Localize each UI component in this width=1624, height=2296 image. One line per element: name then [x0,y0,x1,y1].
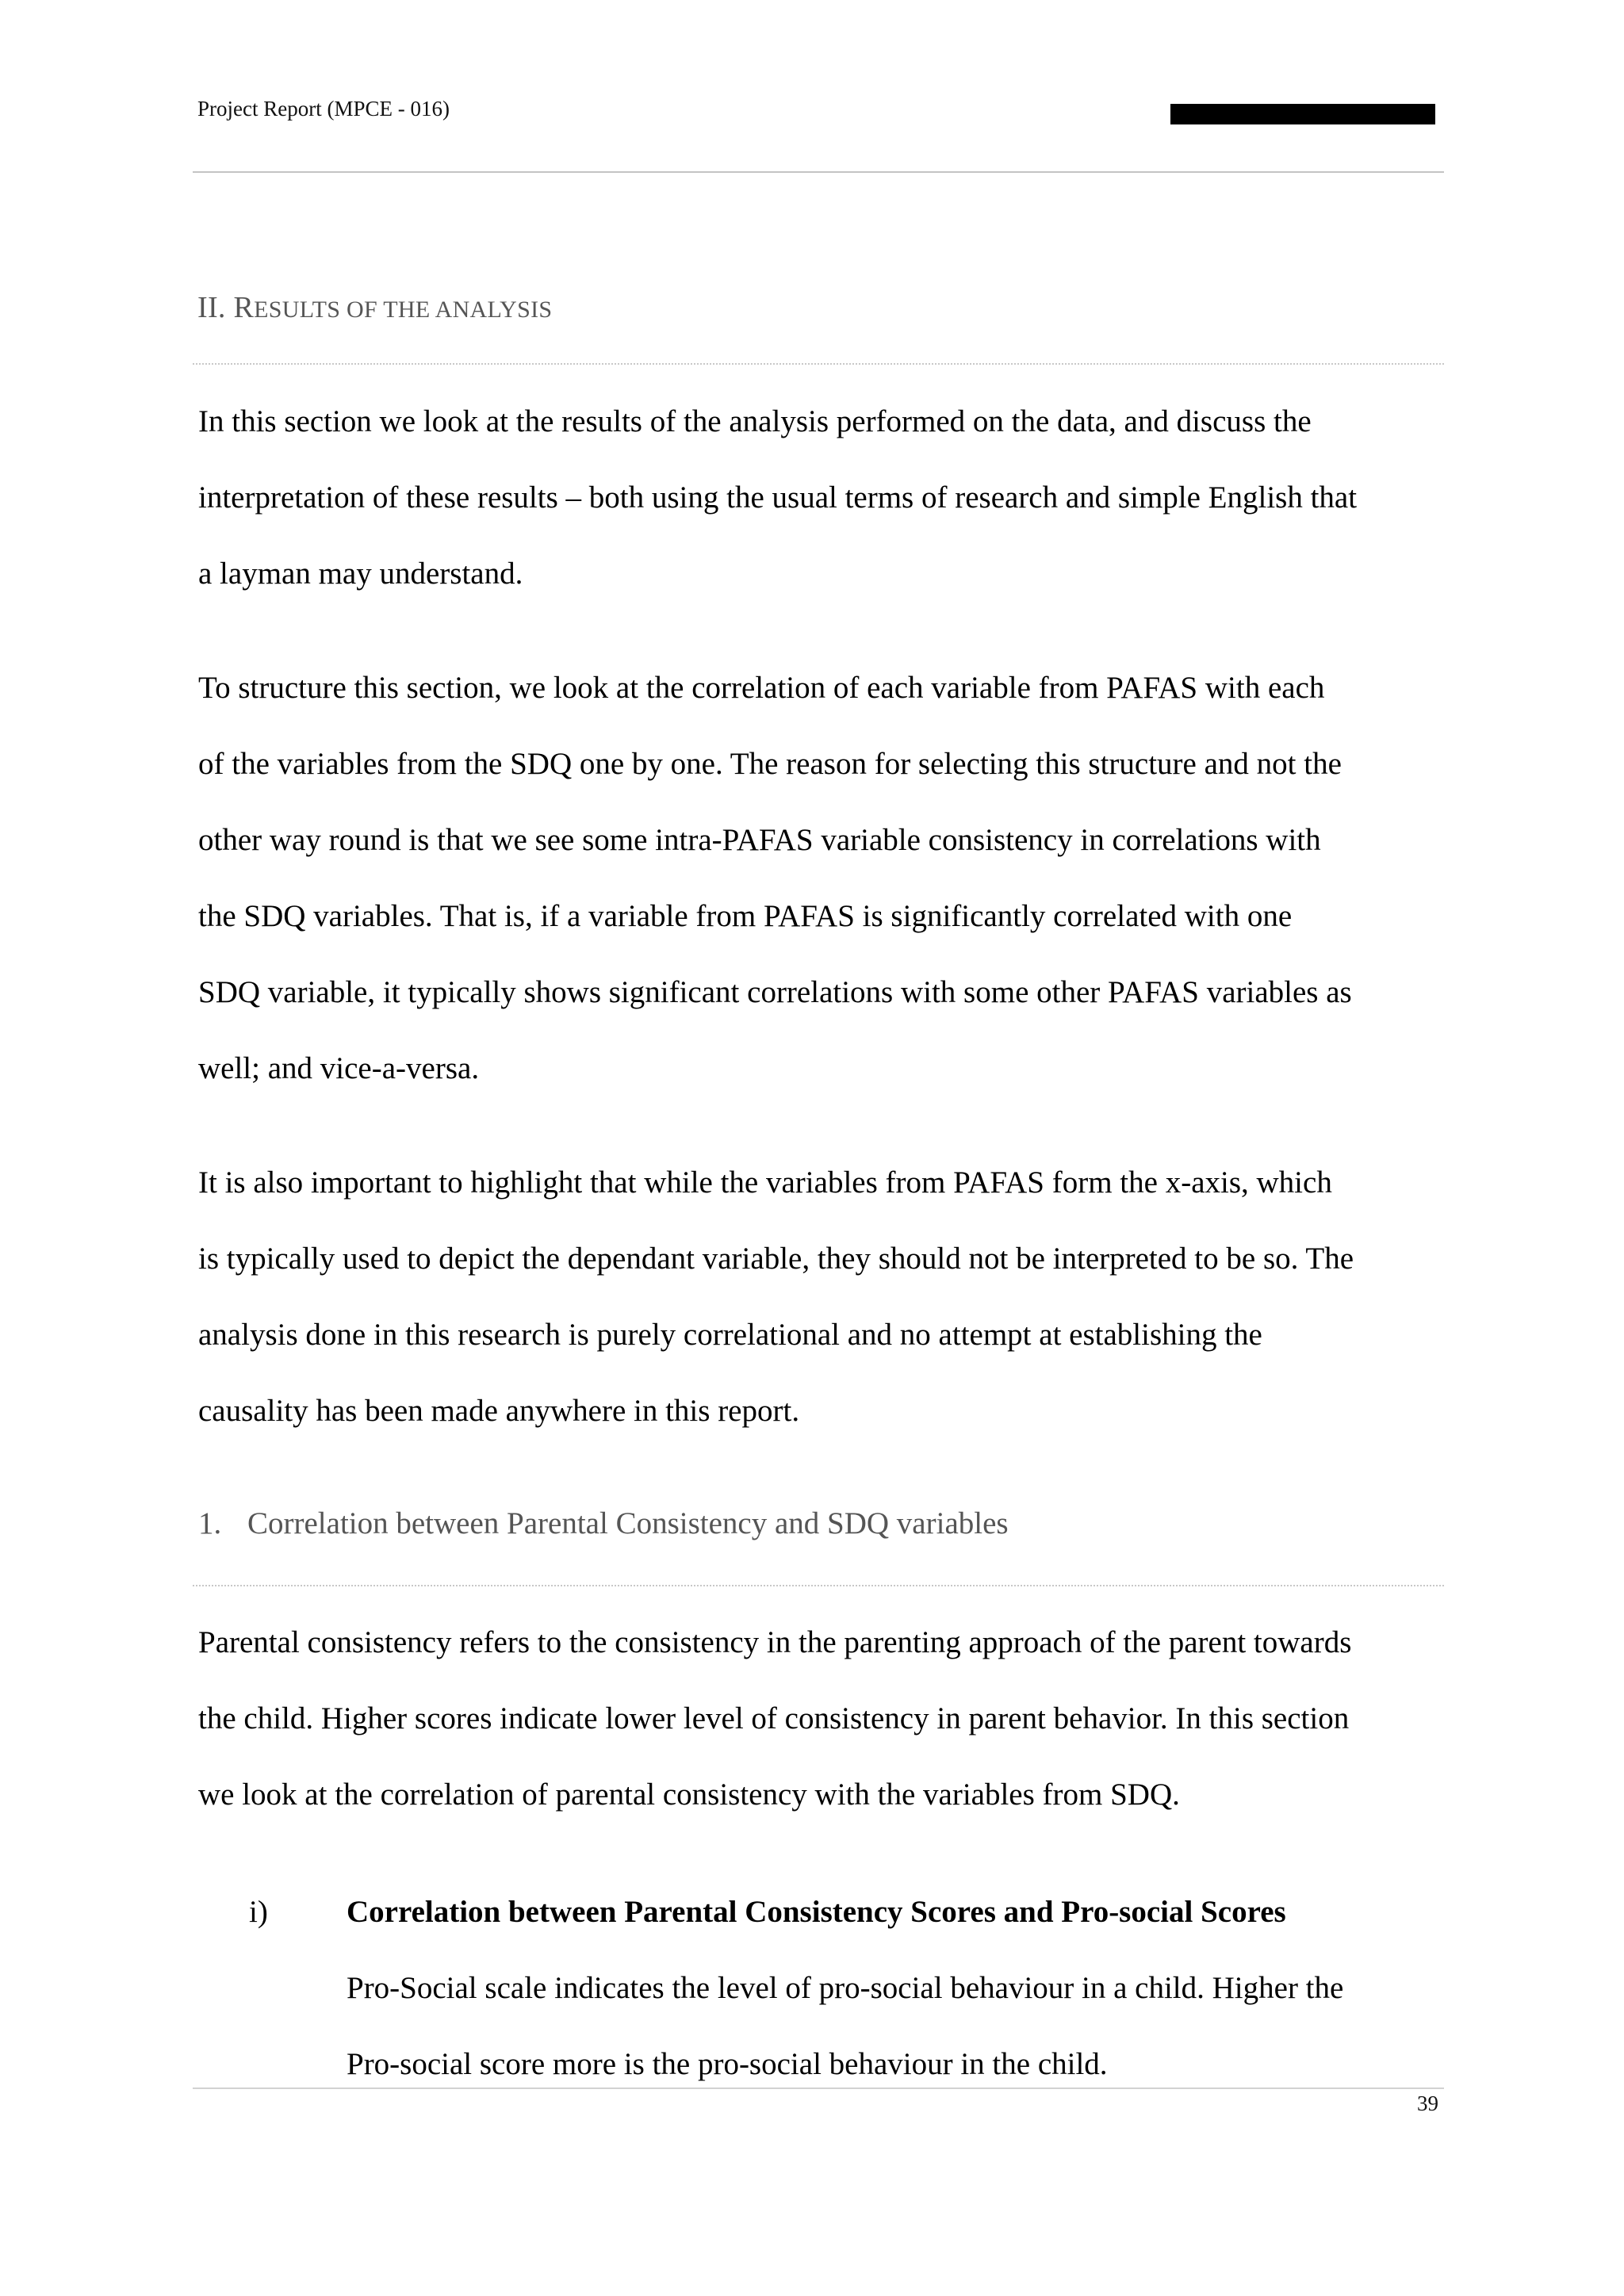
subsection-intro-line: we look at the correlation of parental consistency with the variables from SDQ. [198,1777,1180,1812]
list-item-line: Pro-social score more is the pro-social behaviour in the child. [347,2047,1108,2081]
paragraph-line: other way round is that we see some intra-PAFAS variable consistency in correlations with [198,823,1321,857]
section-heading [197,290,552,325]
paragraph-line: analysis done in this research is purely correlational and no attempt at establishing the [198,1318,1262,1352]
page-header-title: Project Report (MPCE - 016) [197,97,450,121]
subsection-divider [193,1585,1444,1586]
paragraph-line: SDQ variable, it typically shows significant correlations with some other PAFAS variables as [198,975,1352,1009]
header-divider [193,171,1444,173]
paragraph-line: a layman may understand. [198,557,523,591]
section-heading-rest-2: ANALYSIS [435,297,553,323]
paragraph-line: well; and vice-a-versa. [198,1051,480,1085]
paragraph-line: In this section we look at the results of the analysis performed on the data, and discuss the [198,404,1312,438]
section-heading-rest: ESULTS OF THE [254,297,435,323]
paragraph-line: of the variables from the SDQ one by one. The reason for selecting this structure and not the [198,747,1342,781]
subsection-intro-line: Parental consistency refers to the consistency in the parenting approach of the parent towards [198,1625,1352,1659]
footer-divider [193,2087,1444,2089]
paragraph-line: To structure this section, we look at the correlation of each variable from PAFAS with each [198,671,1325,705]
section-heading-divider [193,363,1444,365]
paragraph-line: interpretation of these results – both using the usual terms of research and simple English that [198,480,1358,515]
redaction-bar [1170,104,1435,124]
section-heading-prefix: II. [197,291,234,324]
list-item-title: Correlation between Parental Consistency Scores and Pro-social Scores [347,1895,1286,1929]
paragraph-line: causality has been made anywhere in this report. [198,1394,800,1428]
subsection-intro-line: the child. Higher scores indicate lower level of consistency in parent behavior. In this section [198,1701,1350,1735]
paragraph-line: is typically used to depict the dependant variable, they should not be interpreted to be so. The [198,1242,1354,1276]
paragraph-line: the SDQ variables. That is, if a variable from PAFAS is significantly correlated with one [198,899,1293,933]
list-item-marker: i) [249,1895,268,1929]
subsection-number: 1. [198,1506,222,1540]
subsection-heading [198,1505,1009,1543]
paragraph-line: It is also important to highlight that while the variables from PAFAS form the x-axis, which [198,1165,1332,1200]
page-number: 39 [1417,2091,1438,2115]
subsection-title: Correlation between Parental Consistency and SDQ variables [247,1506,1009,1540]
section-heading-initial: R [233,291,255,324]
list-item-line: Pro-Social scale indicates the level of pro-social behaviour in a child. Higher the [347,1971,1344,2005]
